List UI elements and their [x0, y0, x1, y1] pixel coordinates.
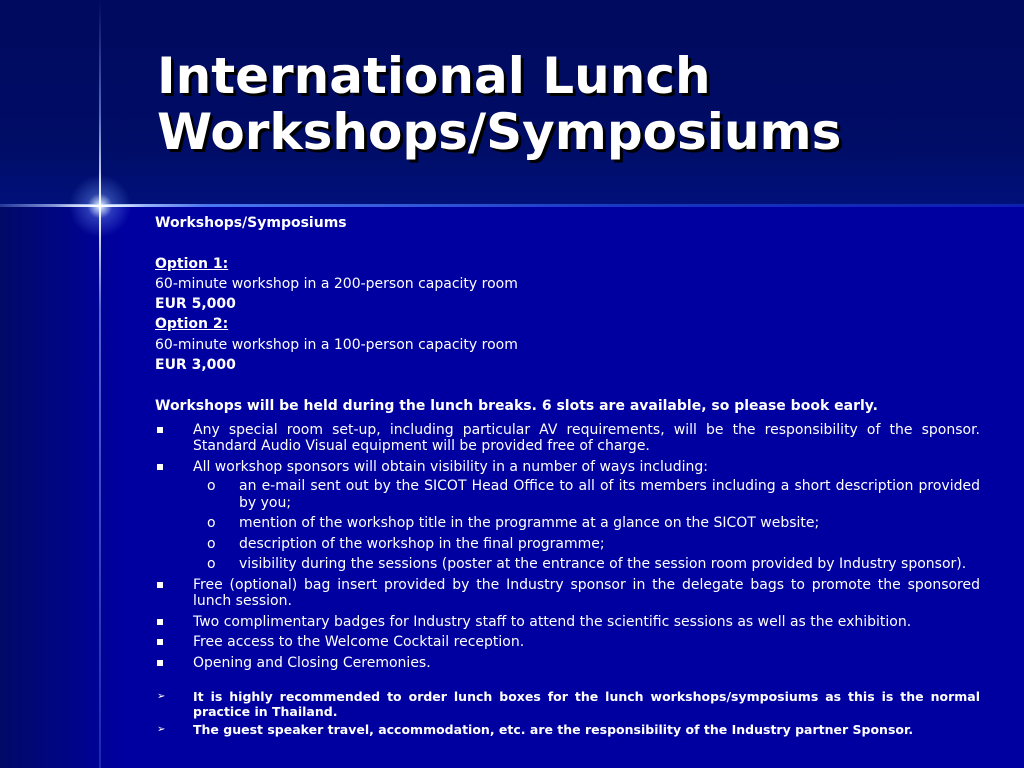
square-bullet-icon — [157, 582, 163, 588]
section-heading: Workshops/Symposiums — [155, 215, 347, 231]
benefits-list — [155, 422, 980, 672]
option-1-description: 60-minute workshop in a 200-person capacity room — [155, 275, 518, 292]
visibility-sublist — [193, 478, 980, 573]
list-item-text: Free access to the Welcome Cocktail reception. — [193, 634, 525, 651]
spacer — [155, 375, 980, 395]
square-bullet-icon — [157, 639, 163, 645]
vertical-light-line — [99, 0, 101, 768]
list-item — [155, 459, 980, 573]
note-item — [155, 722, 980, 737]
circle-o-bullet-icon: o — [207, 478, 216, 495]
sub-list-item — [193, 536, 980, 553]
sub-list-item-text: description of the workshop in the final programme; — [239, 535, 605, 552]
option-1-price: EUR 5,000 — [155, 296, 236, 313]
slide-content — [155, 213, 980, 740]
list-item-text: Opening and Closing Ceremonies. — [193, 654, 431, 671]
arrowhead-bullet-icon: ➢ — [157, 691, 166, 703]
arrowhead-bullet-icon: ➢ — [157, 724, 166, 736]
option-2-price: EUR 3,000 — [155, 357, 236, 374]
list-item-text: Free (optional) bag insert provided by the Industry sponsor in the delegate bags to promote the sponsored lunch session. — [193, 576, 980, 610]
sparkle-ray-horizontal — [55, 205, 145, 207]
list-item — [155, 614, 980, 631]
list-item — [155, 577, 980, 610]
list-item — [155, 655, 980, 672]
circle-o-bullet-icon: o — [207, 556, 216, 573]
note-item-text: The guest speaker travel, accommodation, etc. are the responsibility of the Industry partner Sponsor. — [193, 722, 914, 738]
list-item-text: All workshop sponsors will obtain visibility in a number of ways including: — [193, 458, 708, 475]
option-2-description: 60-minute workshop in a 100-person capacity room — [155, 336, 518, 353]
list-item — [155, 634, 980, 651]
square-bullet-icon — [157, 464, 163, 470]
circle-o-bullet-icon: o — [207, 515, 216, 532]
notes-list — [155, 689, 980, 737]
square-bullet-icon — [157, 427, 163, 433]
option-1-label: Option 1: — [155, 255, 229, 272]
note-item — [155, 689, 980, 719]
slide-title: International Lunch Workshops/Symposiums — [157, 47, 842, 161]
list-item — [155, 422, 980, 455]
sub-list-item — [193, 478, 980, 511]
list-item-text: Two complimentary badges for Industry staff to attend the scientific sessions as well as the exhibition. — [193, 613, 912, 630]
square-bullet-icon — [157, 660, 163, 666]
sub-list-item — [193, 556, 980, 573]
option-2-label: Option 2: — [155, 316, 229, 333]
square-bullet-icon — [157, 619, 163, 625]
sub-list-item-text: mention of the workshop title in the programme at a glance on the SICOT website; — [239, 515, 820, 532]
sub-list-item-text: an e-mail sent out by the SICOT Head Office to all of its members including a short description provided by you; — [239, 478, 980, 511]
sub-list-item-text: visibility during the sessions (poster at the entrance of the session room provided by Industry sponsor). — [239, 556, 967, 573]
horizontal-light-line — [0, 204, 1024, 207]
spacer — [155, 233, 980, 253]
sub-list-item — [193, 515, 980, 532]
note-item-text: It is highly recommended to order lunch boxes for the lunch workshops/symposiums as this is the normal practice in Thailand. — [193, 689, 980, 720]
booking-notice: Workshops will be held during the lunch breaks. 6 slots are available, so please book early. — [155, 397, 878, 414]
circle-o-bullet-icon: o — [207, 535, 216, 552]
list-item-text: Any special room set-up, including particular AV requirements, will be the responsibility of the sponsor. Standard Audio Visual equipment will be provided free of charge. — [193, 421, 980, 455]
